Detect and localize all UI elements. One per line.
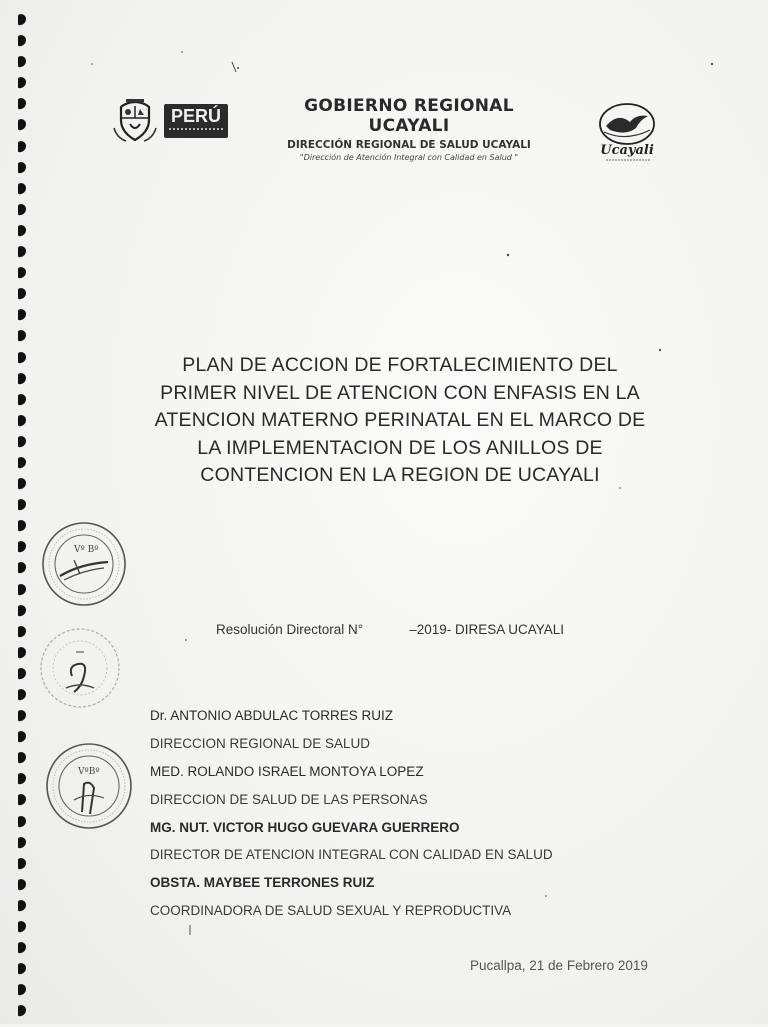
signatory-role: DIRECCION REGIONAL DE SALUD bbox=[150, 735, 371, 751]
title-line: PRIMER NIVEL DE ATENCION CON ENFASIS EN LA bbox=[160, 381, 640, 404]
peru-logo-text: PERÚ bbox=[170, 106, 221, 126]
signatory-role: DIRECTOR DE ATENCION INTEGRAL CON CALIDAD EN SALUD bbox=[150, 847, 553, 863]
signatory-role: DIRECCION DE SALUD DE LAS PERSONAS bbox=[150, 791, 428, 807]
signatory-name: Dr. ANTONIO ABDULAC TORRES RUIZ bbox=[150, 708, 394, 723]
resolution-label: Resolución Directoral N° bbox=[216, 622, 364, 637]
title-line: PLAN DE ACCION DE FORTALECIMIENTO DEL bbox=[182, 354, 618, 376]
organization-title: GOBIERNO REGIONAL UCAYALI bbox=[304, 96, 514, 136]
resolution-suffix: –2019- DIRESA UCAYALI bbox=[409, 622, 565, 637]
signatory-name: MG. NUT. VICTOR HUGO GUEVARA GUERRERO bbox=[150, 819, 460, 835]
title-line: LA IMPLEMENTACION DE LOS ANILLOS DE bbox=[197, 436, 603, 459]
signatory-name: OBSTA. MAYBEE TERRONES RUIZ bbox=[150, 875, 375, 891]
organization-motto: "Dirección de Atención Integral con Calidad en Salud " bbox=[299, 153, 519, 162]
signatory-name: MED. ROLANDO ISRAEL MONTOYA LOPEZ bbox=[150, 763, 424, 779]
signatory-role: COORDINADORA DE SALUD SEXUAL Y REPRODUCTIVA bbox=[150, 903, 512, 919]
stamp-vb-text: VºBº bbox=[78, 767, 100, 777]
title-line: CONTENCION EN LA REGION DE UCAYALI bbox=[200, 464, 600, 486]
ucayali-logo-text: Ucayali bbox=[600, 143, 654, 158]
document-date: Pucallpa, 21 de Febrero 2019 bbox=[470, 958, 648, 973]
stamp-vb-text: Vº Bº bbox=[74, 545, 99, 555]
organization-subtitle: DIRECCIÓN REGIONAL DE SALUD UCAYALI bbox=[287, 139, 531, 151]
title-line: ATENCION MATERNO PERINATAL EN EL MARCO DE bbox=[154, 409, 646, 431]
